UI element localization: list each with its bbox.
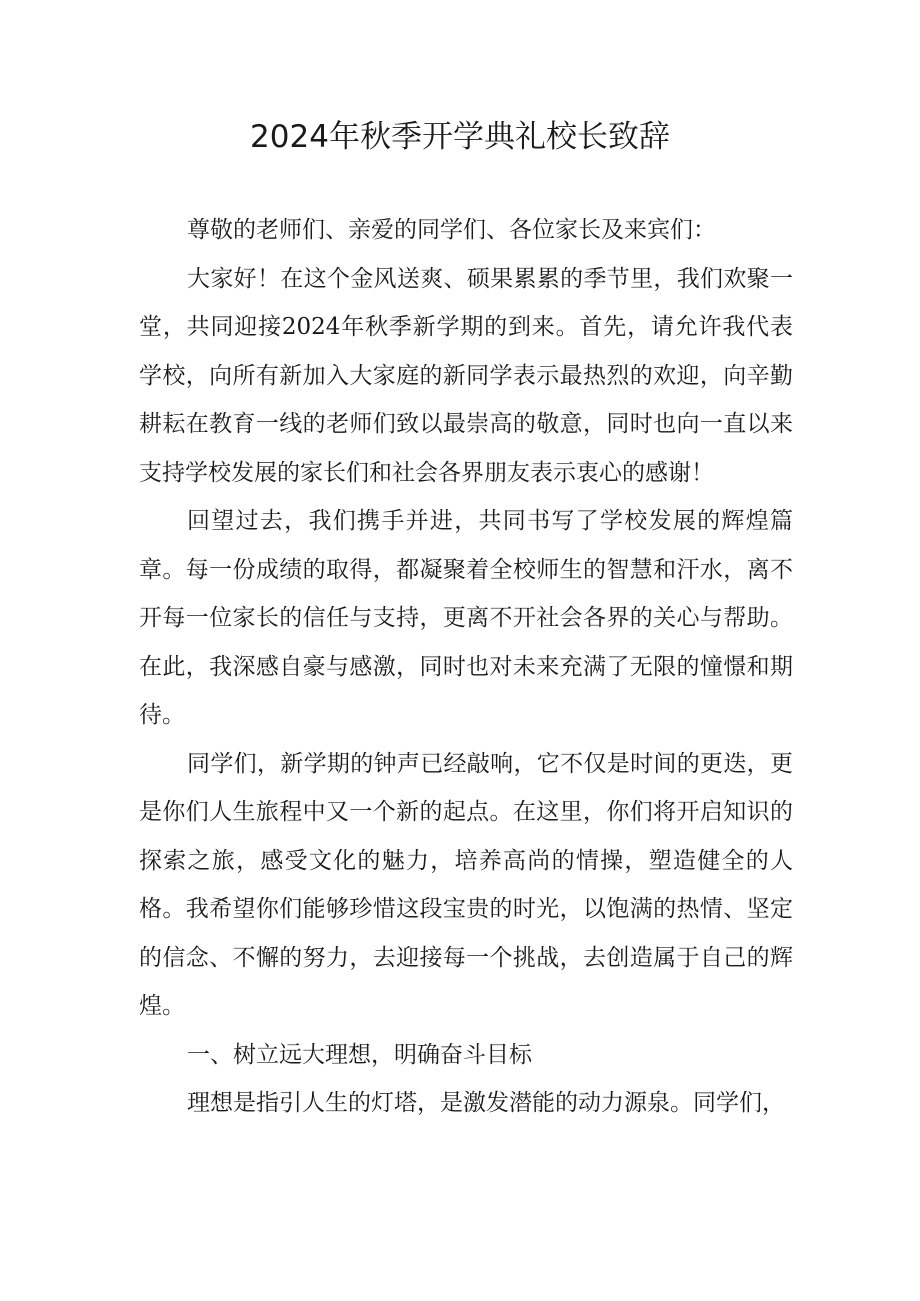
review-paragraph: 回望过去，我们携手并进，共同书写了学校发展的辉煌篇章。每一份成绩的取得，都凝聚着全校师生的智慧和汗水，离不开每一位家长的信任与支持，更离不开社会各界的关心与帮助。在此，我深感自豪与感激，同时也对未来充满了无限的憧憬和期待。 [139,508,793,728]
section-heading-1: 一、树立远大理想，明确奋斗目标 [187,1041,532,1068]
ideals-paragraph: 理想是指引人生的灯塔，是激发潜能的动力源泉。同学们， [187,1090,785,1116]
document-body [139,206,793,1128]
document-title: 2024年秋季开学典礼校长致辞 [250,119,670,155]
new-semester-paragraph: 同学们，新学期的钟声已经敲响，它不仅是时间的更迭，更是你们人生旅程中又一个新的起点。在这里，你们将开启知识的探索之旅，感受文化的魅力，培养高尚的情操，塑造健全的人格。我希望你们能够珍惜这段宝贵的时光，以饱满的热情、坚定的信念、不懈的努力，去迎接每一个挑战，去创造属于自己的辉煌。 [139,750,793,1019]
greeting-paragraph: 大家好！在这个金风送爽、硕果累累的季节里，我们欢聚一堂，共同迎接2024年秋季新学期的到来。首先，请允许我代表学校，向所有新加入大家庭的新同学表示最热烈的欢迎，向辛勤耕耘在教育一线的老师们致以最崇高的敬意，同时也向一直以来支持学校发展的家长们和社会各界朋友表示衷心的感谢！ [139,265,793,486]
salutation-paragraph: 尊敬的老师们、亲爱的同学们、各位家长及来宾们： [187,217,716,243]
